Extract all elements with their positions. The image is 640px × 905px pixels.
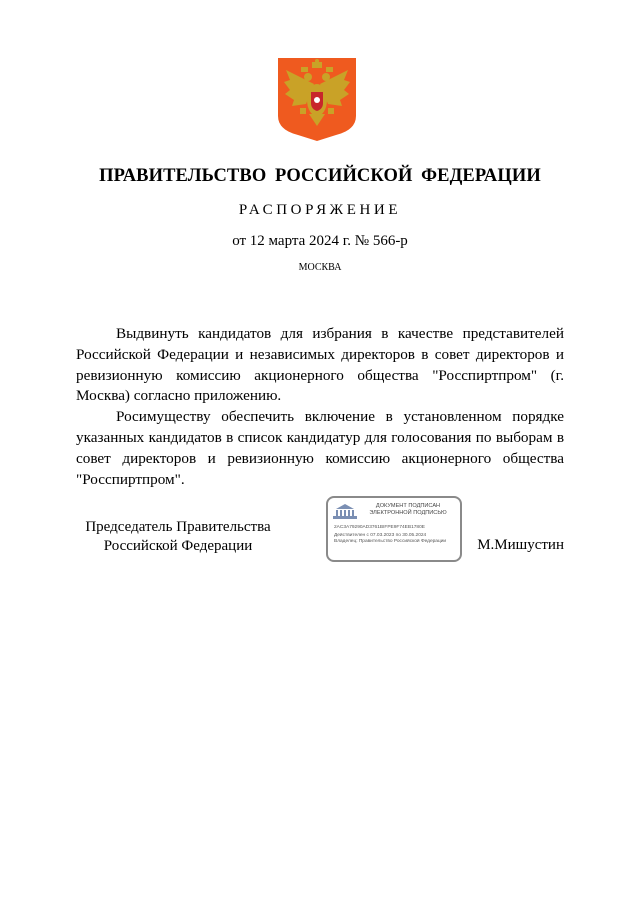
government-building-icon	[333, 503, 357, 519]
organization-title: ПРАВИТЕЛЬСТВО РОССИЙСКОЙ ФЕДЕРАЦИИ	[99, 166, 541, 186]
stamp-title	[358, 503, 458, 517]
stamp-validity: Действителен с 07.03.2023 по 30.05.2024	[334, 533, 427, 538]
signatory-position-line1: Председатель Правительства	[85, 519, 271, 535]
body-paragraph-1: Выдвинуть кандидатов для избрания в качестве представителей Российской Федерации и независимых директоров в совет директоров и ревизионную комиссию акционерного общества "Росспиртпром" (г. Москва) согласно приложению.	[76, 325, 564, 405]
document-date-number: от 12 марта 2024 г. № 566-р	[232, 233, 408, 249]
stamp-certificate-serial: 2AC3A79290АD3761ВIFРE9F74EB1780E	[334, 525, 425, 530]
document-type: РАСПОРЯЖЕНИЕ	[238, 202, 402, 218]
coat-of-arms-emblem-icon	[276, 56, 358, 142]
document-city: МОСКВА	[298, 262, 342, 273]
electronic-signature-stamp	[326, 496, 462, 562]
signatory-name: М.Мишустин	[477, 537, 564, 553]
stamp-owner: Владелец: Правительство Российской Федерации	[334, 539, 447, 544]
stamp-title-line1: ДОКУМЕНТ ПОДПИСАН	[375, 503, 441, 509]
document-body	[76, 324, 564, 490]
signatory-position-line2: Российской Федерации	[103, 538, 253, 554]
body-paragraph-2: Росимуществу обеспечить включение в установленном порядке указанных кандидатов в список кандидатур для голосования по выборам в совет директоров и ревизионную комиссию акционерного общества "Росспиртпром".	[76, 408, 564, 488]
stamp-title-line2: ЭЛЕКТРОННОЙ ПОДПИСЬЮ	[369, 510, 447, 516]
signatory-position	[76, 518, 280, 556]
